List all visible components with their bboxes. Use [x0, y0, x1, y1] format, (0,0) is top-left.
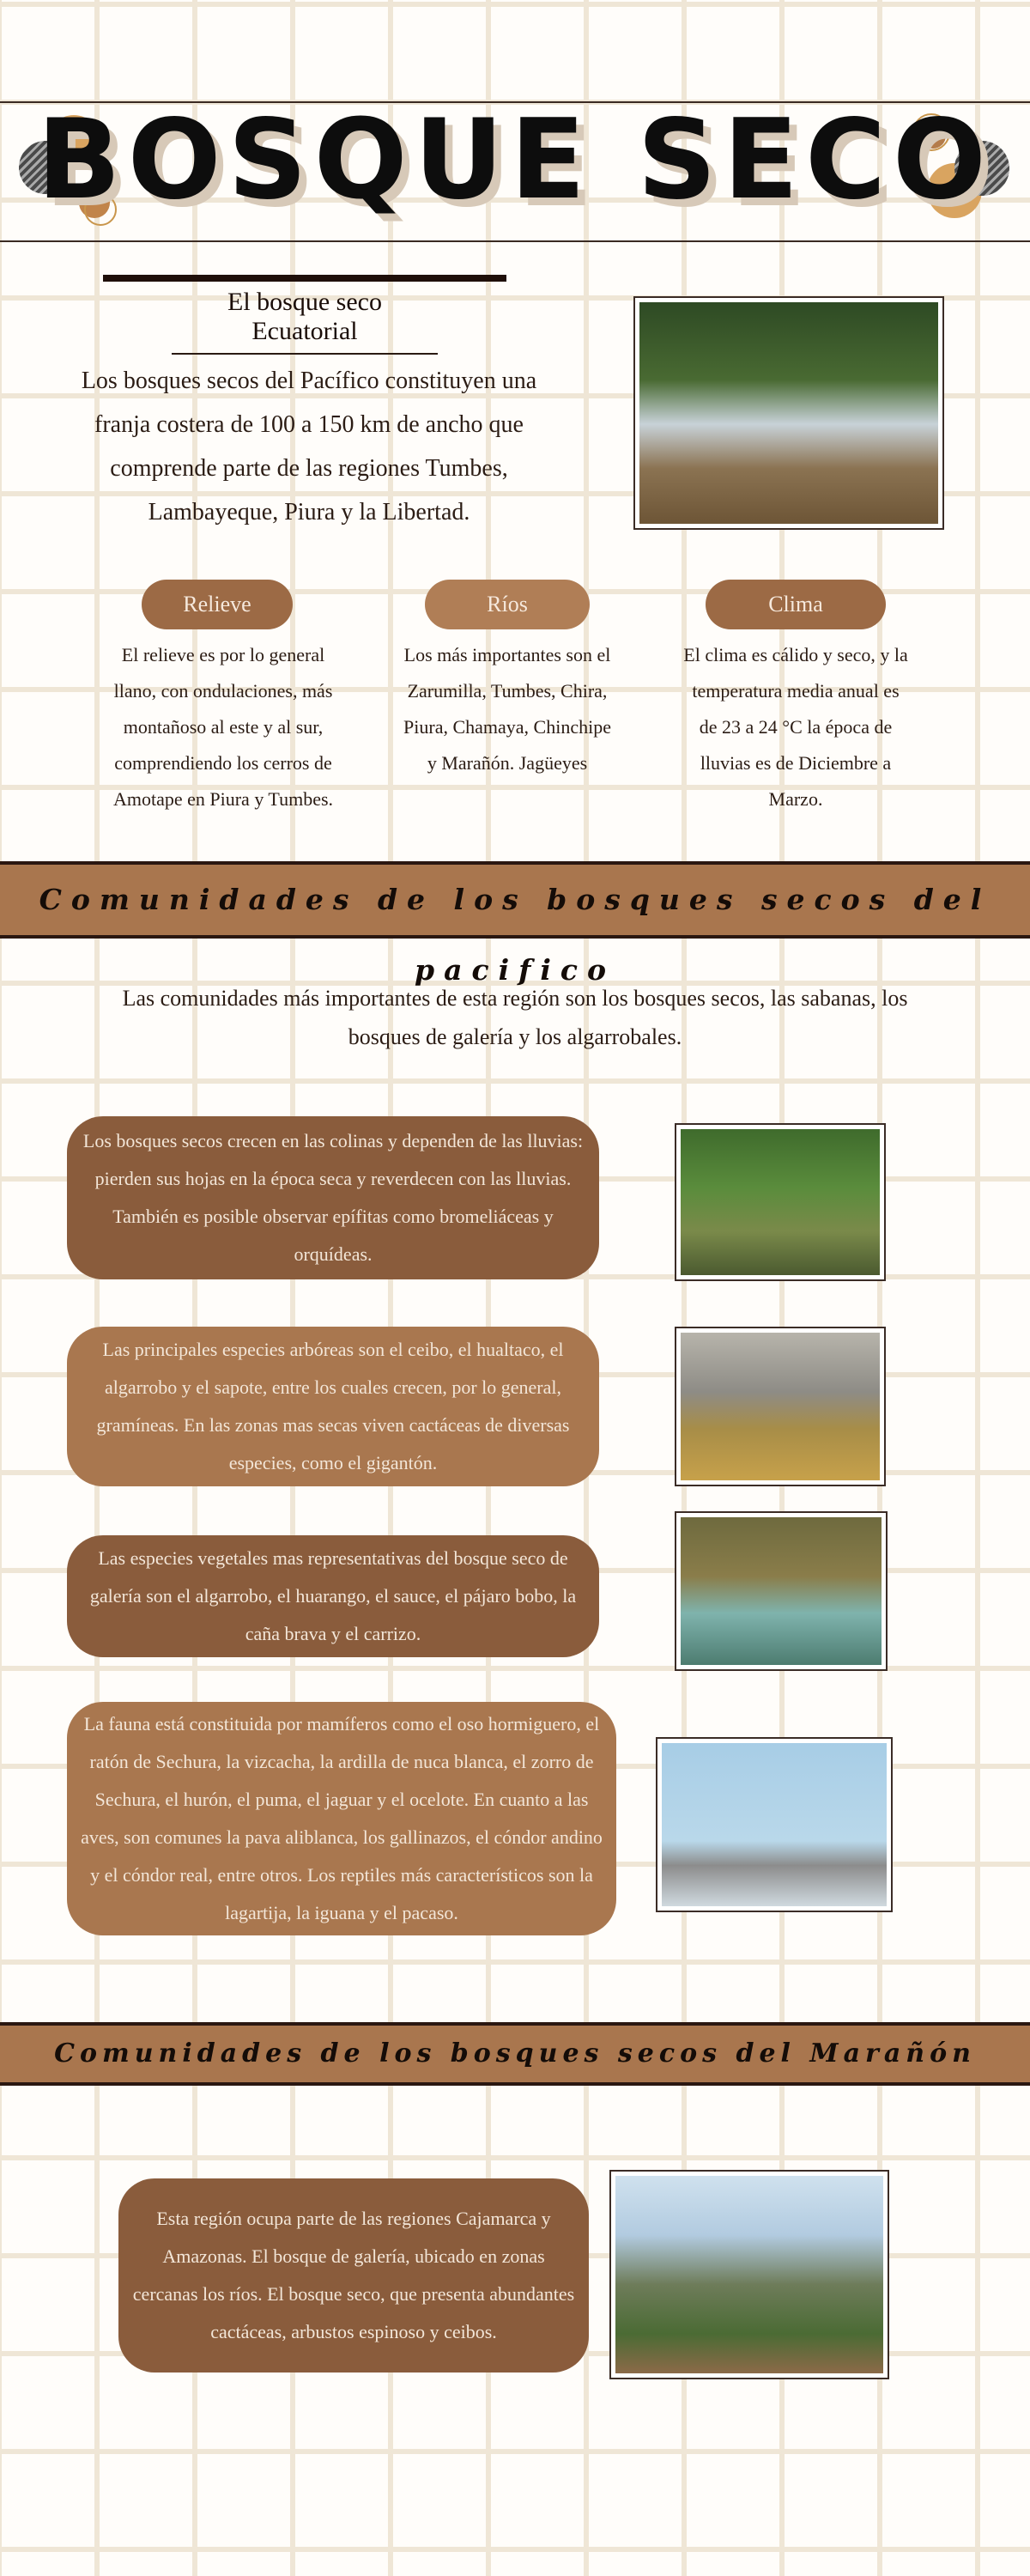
- relieve-pill: Relieve: [142, 580, 293, 629]
- clima-pill: Clima: [706, 580, 886, 629]
- info-box: Las especies vegetales mas representativas del bosque seco de galería son el algarrobo, el huarango, el sauce, el pájaro bobo, la caña brava y el carrizo.: [67, 1535, 599, 1657]
- pacific-intro: Las comunidades más importantes de esta región son los bosques secos, las sabanas, los bosques de galería y los algarrobales.: [122, 986, 908, 1049]
- savanna-photo: [675, 1327, 886, 1486]
- intro-text: Los bosques secos del Pacífico constituyen una franja costera de 100 a 150 km de ancho que comprende parte de las regiones Tumbes, Lambayeque, Piura y la Libertad.: [81, 368, 537, 526]
- valley-photo: [609, 2170, 889, 2379]
- rios-pill: Ríos: [425, 580, 590, 629]
- section-subtitle: El bosque seco Ecuatorial: [172, 288, 438, 355]
- relieve-text: El relieve es por lo general llano, con ondulaciones, más montañoso al este y al sur, comprendiendo los cerros de Amotape en Piura y Tumbes.: [112, 644, 334, 810]
- forest-photo: [675, 1123, 886, 1281]
- river-photo: [675, 1511, 888, 1671]
- info-box: Las principales especies arbóreas son el ceibo, el hualtaco, el algarrobo y el sapote, entre los cuales crecen, por lo general, gramíneas. En las zonas mas secas viven cactáceas de diversas especies, como el gigantón.: [67, 1327, 599, 1486]
- squirrel-photo: [656, 1737, 893, 1912]
- info-box: Esta región ocupa parte de las regiones Cajamarca y Amazonas. El bosque de galería, ubicado en zonas cercanas los ríos. El bosque seco, que presenta abundantes cactáceas, arbustos espinoso y ceibos.: [118, 2178, 589, 2372]
- info-box: Los bosques secos crecen en las colinas y dependen de las lluvias: pierden sus hojas en la época seca y reverdecen con las lluvias. También es posible observar epífitas como bromeliáceas y orquídeas.: [67, 1116, 599, 1279]
- forest-photo: [633, 296, 944, 530]
- maranon-banner: Comunidades de los bosques secos del Marañón: [0, 2022, 1030, 2086]
- rios-text: Los más importantes son el Zarumilla, Tumbes, Chira, Piura, Chamaya, Chinchipe y Marañón. Jagüeyes: [403, 644, 611, 774]
- page-title: BOSQUE SECO: [37, 96, 993, 224]
- info-box: La fauna está constituida por mamíferos como el oso hormiguero, el ratón de Sechura, la vizcacha, la ardilla de nuca blanca, el zorro de Sechura, el hurón, el puma, el jaguar y el ocelote. En cuanto a las aves, son comunes la pava aliblanca, los gallinazos, el cóndor andino y el cóndor real, entre otros. Los reptiles más característicos son la lagartija, la iguana y el pacaso.: [67, 1702, 616, 1935]
- clima-text: El clima es cálido y seco, y la temperatura media anual es de 23 a 24 °C la época de lluvias es de Diciembre a Marzo.: [683, 644, 908, 810]
- pacific-banner: Comunidades de los bosques secos del pacifico: [0, 861, 1030, 939]
- accent-bar: [103, 275, 506, 282]
